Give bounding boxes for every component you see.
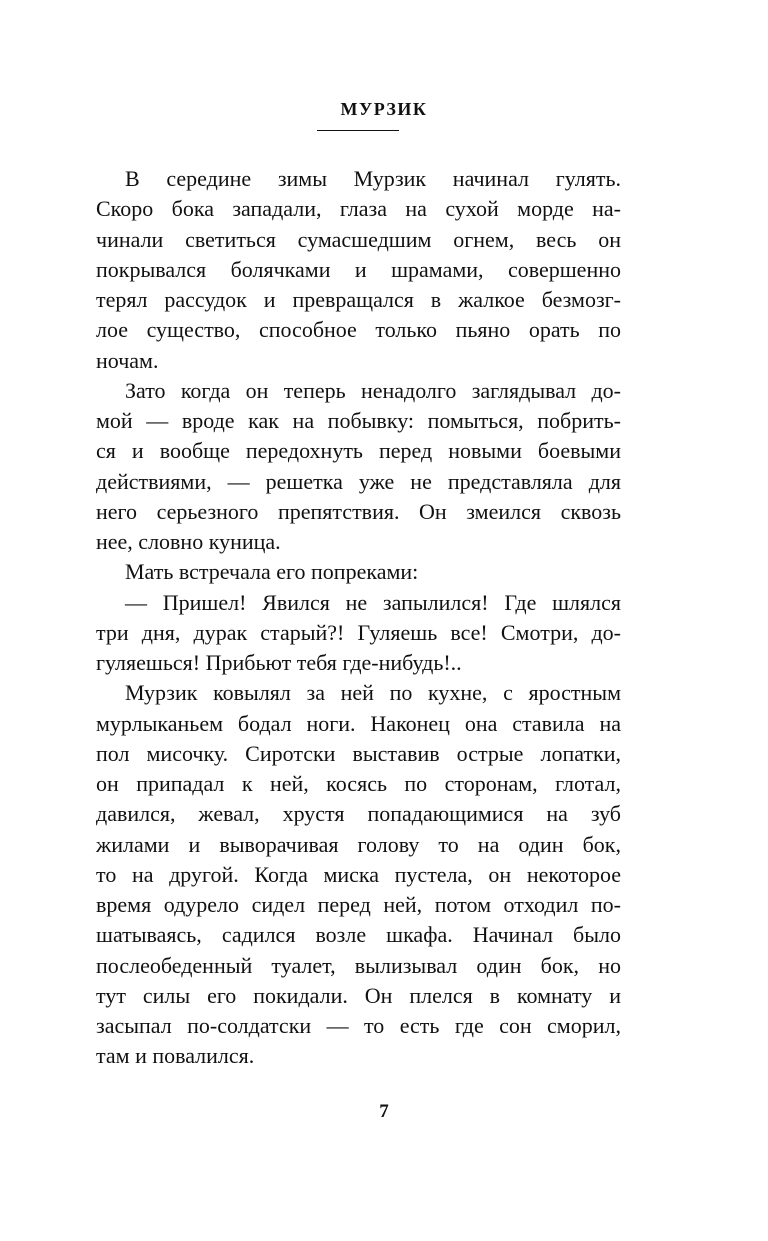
text-line: шатываясь, садился возле шкафа. Начинал было xyxy=(96,922,621,948)
text-line: то на другой. Когда миска пустела, он некоторое xyxy=(96,861,621,887)
text-line: там и повалился. xyxy=(96,1043,255,1069)
text-line: время одурело сидел перед ней, потом отходил по- xyxy=(96,892,621,917)
text-line: В середине зимы Мурзик начинал гулять. xyxy=(125,166,621,191)
text-line: три дня, дурак старый?! Гуляешь все! Смотри, до- xyxy=(96,619,621,645)
text-line: ночам. xyxy=(96,347,159,373)
text-line: мой — вроде как на побывку: помыться, побрить- xyxy=(96,408,621,433)
text-line: Скоро бока западали, глаза на сухой морде на- xyxy=(96,196,621,222)
text-line: засыпал по-солдатски — то есть где сон сморил, xyxy=(96,1013,621,1038)
page-number: 7 xyxy=(379,1101,389,1122)
text-line: действиями, — решетка уже не представляла для xyxy=(96,468,621,494)
text-line: лое существо, способное только пьяно орать по xyxy=(96,317,621,343)
text-line: покрывался болячками и шрамами, совершенно xyxy=(96,256,621,282)
text-line: давился, жевал, хрустя попадающимися на зуб xyxy=(96,801,621,827)
text-body xyxy=(96,164,621,1072)
text-line: Мурзик ковылял за ней по кухне, с яростным xyxy=(125,680,621,706)
text-line: ся и вообще передохнуть перед новыми боевыми xyxy=(96,438,621,464)
text-line: послеобеденный туалет, вылизывал один бок, но xyxy=(96,952,621,978)
text-line: нее, словно куница. xyxy=(96,529,281,554)
text-line: мурлыканьем бодал ноги. Наконец она ставила на xyxy=(96,710,621,736)
text-line: тут силы его покидали. Он плелся в комнату и xyxy=(96,982,621,1008)
title-underline xyxy=(317,130,399,131)
text-line: Мать встречала его попреками: xyxy=(125,559,419,585)
text-line: гуляешься! Прибьют тебя где-нибудь!.. xyxy=(96,650,462,675)
text-line: чинали светиться сумасшедшим огнем, весь он xyxy=(96,226,621,252)
text-line: жилами и выворачивая голову то на один бок, xyxy=(96,831,621,857)
text-line: Зато когда он теперь ненадолго заглядывал до- xyxy=(125,377,621,403)
text-line: пол мисочку. Сиротски выставив острые лопатки, xyxy=(96,740,621,766)
text-line: терял рассудок и превращался в жалкое безмозг- xyxy=(96,287,621,312)
chapter-title: МУРЗИК xyxy=(340,99,428,119)
text-line: он припадал к ней, косясь по сторонам, глотал, xyxy=(96,771,621,796)
text-line: — Пришел! Явился не запылился! Где шлялся xyxy=(125,589,621,615)
text-line: него серьезного препятствия. Он змеился сквозь xyxy=(96,498,621,524)
